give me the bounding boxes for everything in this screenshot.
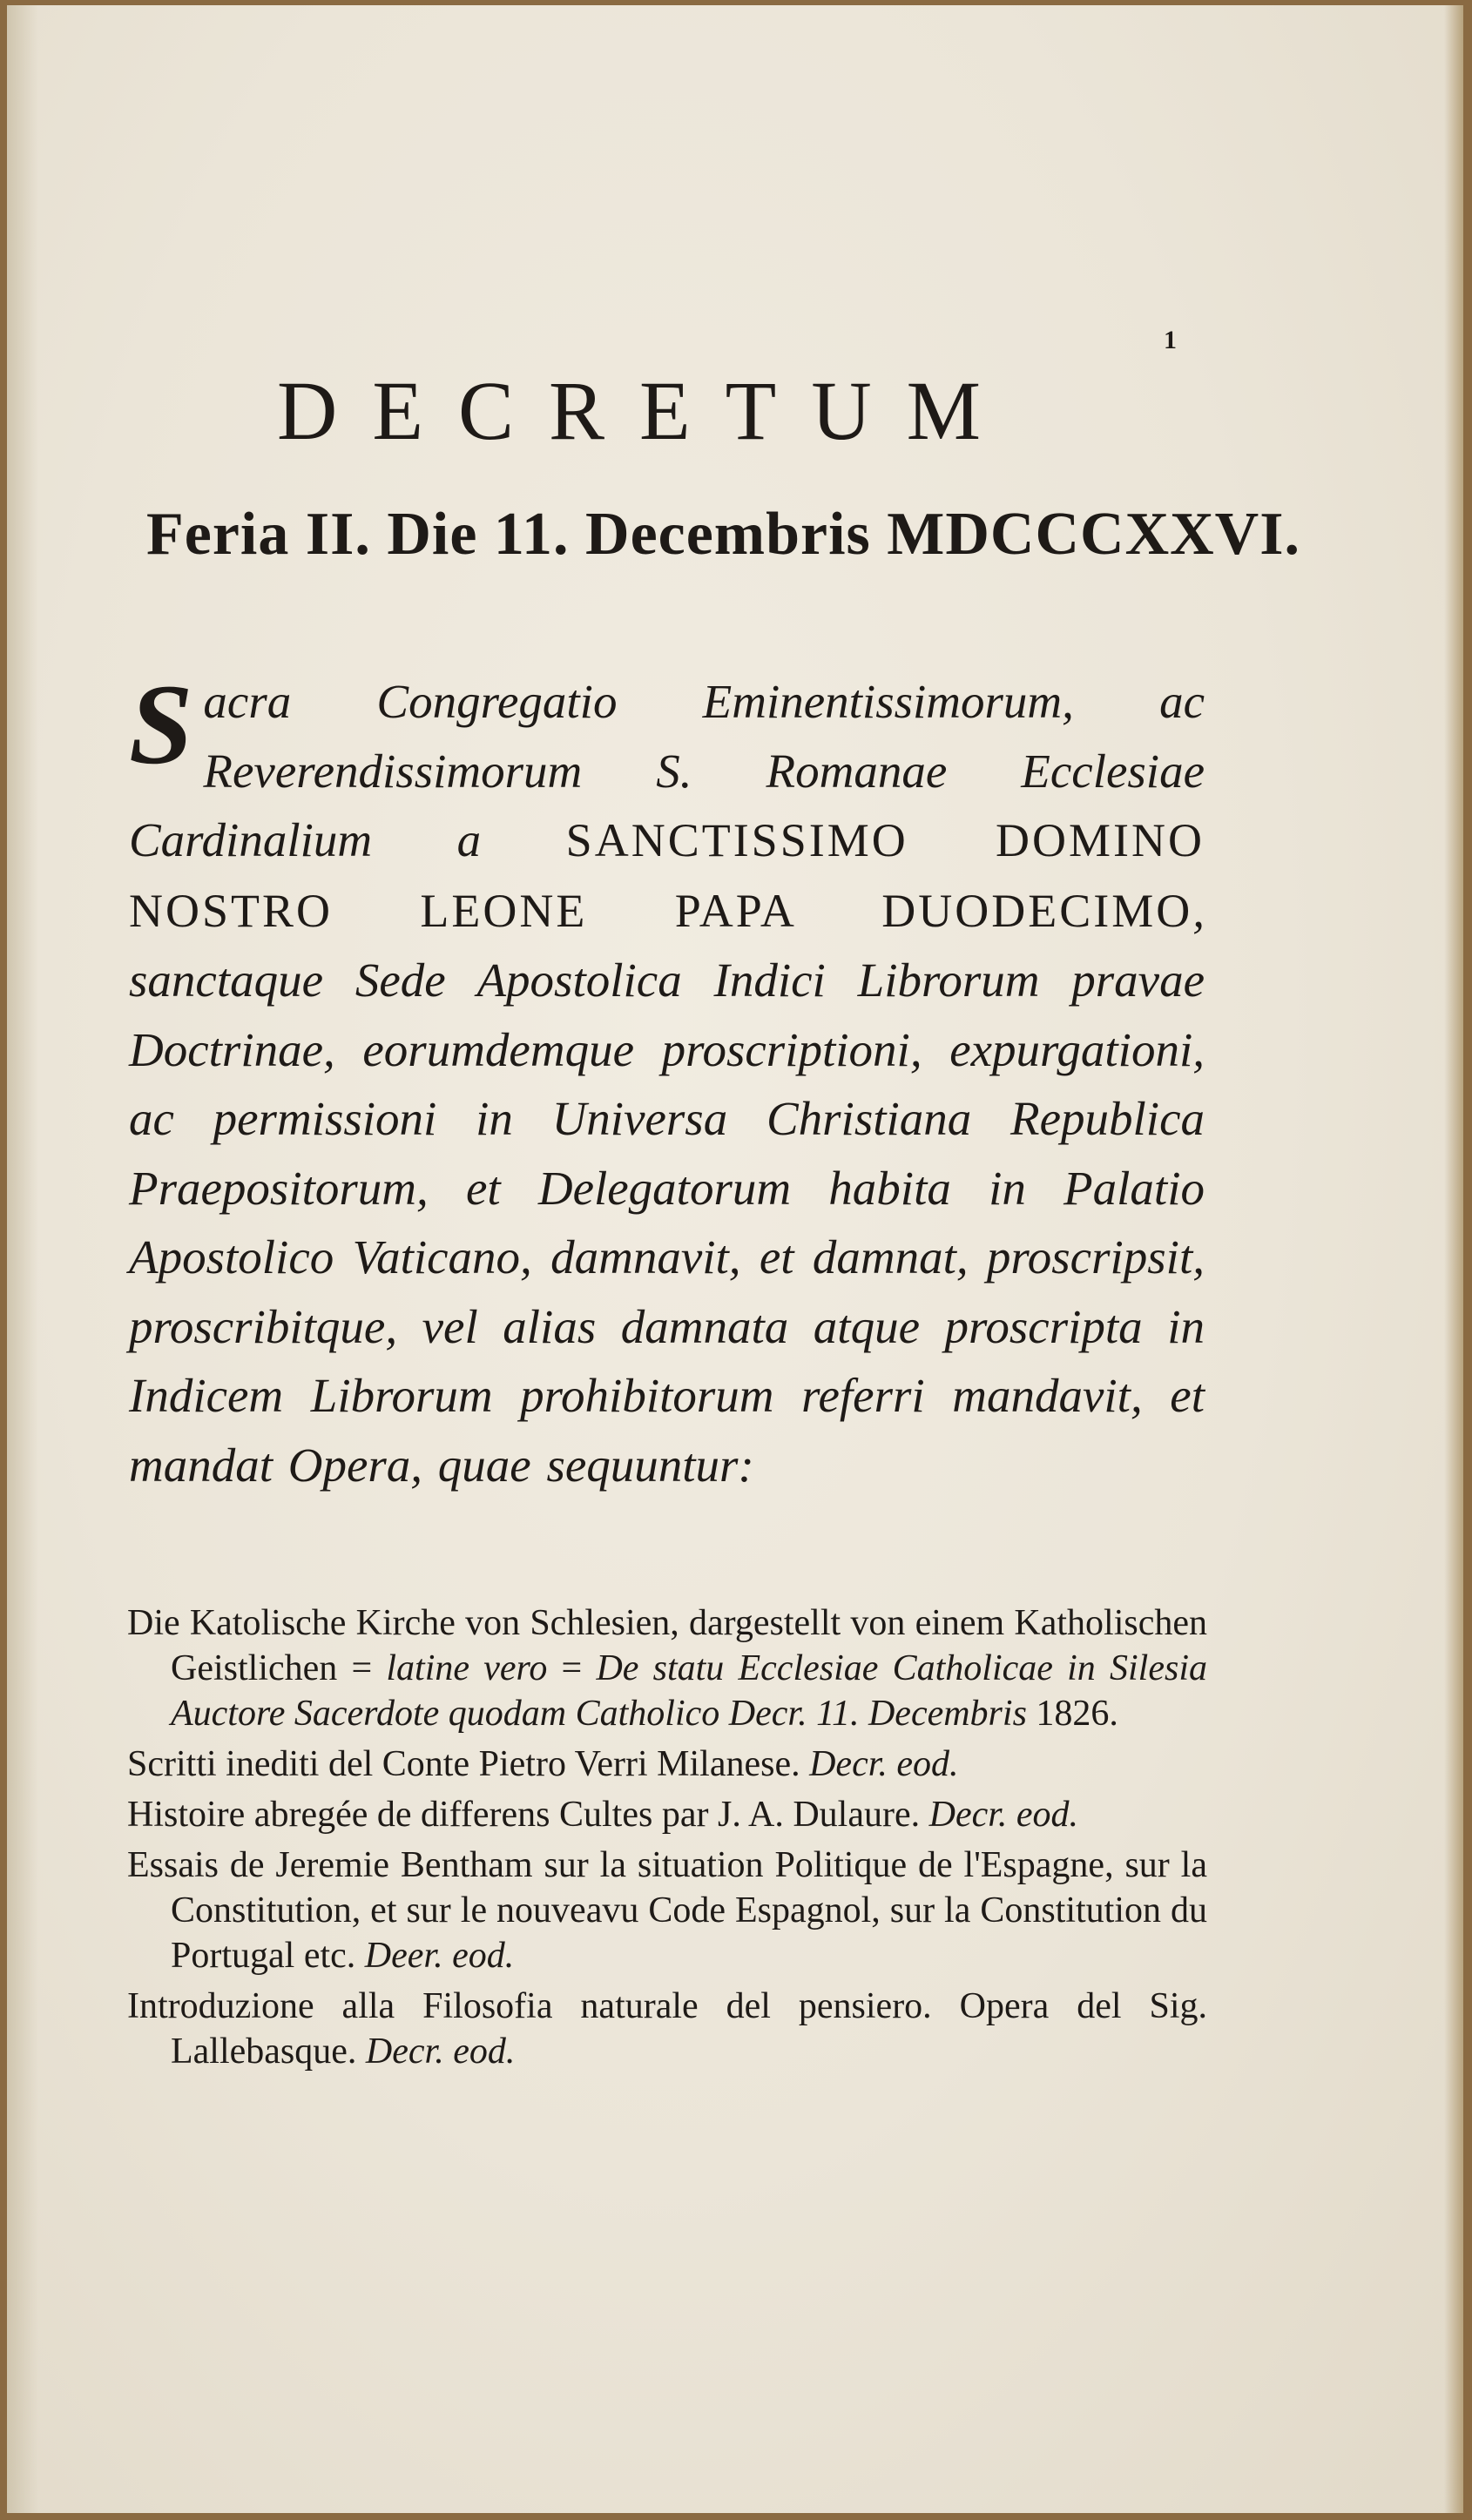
page-gutter-shadow (7, 5, 38, 2513)
decree-heading: DECRETUM (277, 364, 1016, 457)
decree-date-label: Decr. 11. Decembris (728, 1694, 1027, 1734)
separator: = (547, 1648, 597, 1688)
decree-date-label: Decr. eod. (928, 1795, 1079, 1835)
page-edge (1444, 5, 1463, 2513)
book-page (7, 5, 1463, 2513)
list-item (127, 1600, 1207, 1736)
work-title: Introduzione alla Filosofia naturale del pensiero. Opera del Sig. Lallebasque. (127, 1986, 1207, 2072)
latin-label: latine vero (386, 1648, 548, 1688)
work-title: Essais de Jeremie Bentham sur la situation Politique de l'Espagne, sur la Constitution, et sur le nouveavu Code Espagnol, sur la Constitution du Portugal etc. (127, 1845, 1207, 1976)
list-item (127, 1984, 1207, 2074)
decree-date: Feria II. Die 11. Decembris MDCCCXXVI. (146, 501, 1300, 568)
page-number: 1 (1164, 326, 1177, 354)
decree-year: 1826. (1026, 1694, 1118, 1734)
prohibited-works-list (127, 1600, 1207, 2079)
decree-body (129, 660, 1205, 1499)
drop-cap: S (129, 660, 193, 788)
list-item (127, 1742, 1207, 1787)
separator: = (337, 1648, 387, 1688)
work-title: Scritti inediti del Conte Pietro Verri Milanese. (127, 1744, 800, 1784)
decree-date-label: Deer. eod. (364, 1936, 515, 1976)
work-title: Die Katolische Kirche von Schlesien, dargestellt von einem Katholischen Geistlichen (127, 1603, 1207, 1688)
decree-date-label: Decr. eod. (809, 1744, 959, 1784)
decree-text-part2: , sanctaque Sede Apostolica Indici Librorum pravae Doctrinae, eorumdemque proscriptioni, expurgationi, ac permissioni in Universa Christiana Republica Praepositorum, et Delegatorum habita in Palatio Apostolico Vaticano, damnavit, et damnat, proscripsit, proscribitque, vel alias damnata atque proscripta in Indicem Librorum prohibitorum referri mandavit, et mandat Opera, quae sequuntur: (129, 883, 1205, 1492)
latin-title: De statu Ecclesiae Catholicae in Silesia Auctore Sacerdote quodam Catholico (171, 1648, 1208, 1734)
pope-name: SANCTISSIMO DOMINO NOSTRO LEONE PAPA DUODECIMO (129, 814, 1205, 937)
decree-date-label: Decr. eod. (365, 2031, 516, 2072)
list-item (127, 1843, 1207, 1978)
decree-text-part1: acra Congregatio Eminentissimorum, ac Reverendissimorum S. Romanae Ecclesiae Cardinalium a (129, 675, 1205, 866)
list-item (127, 1792, 1207, 1837)
work-title: Histoire abregée de differens Cultes par J. A. Dulaure. (127, 1795, 921, 1835)
